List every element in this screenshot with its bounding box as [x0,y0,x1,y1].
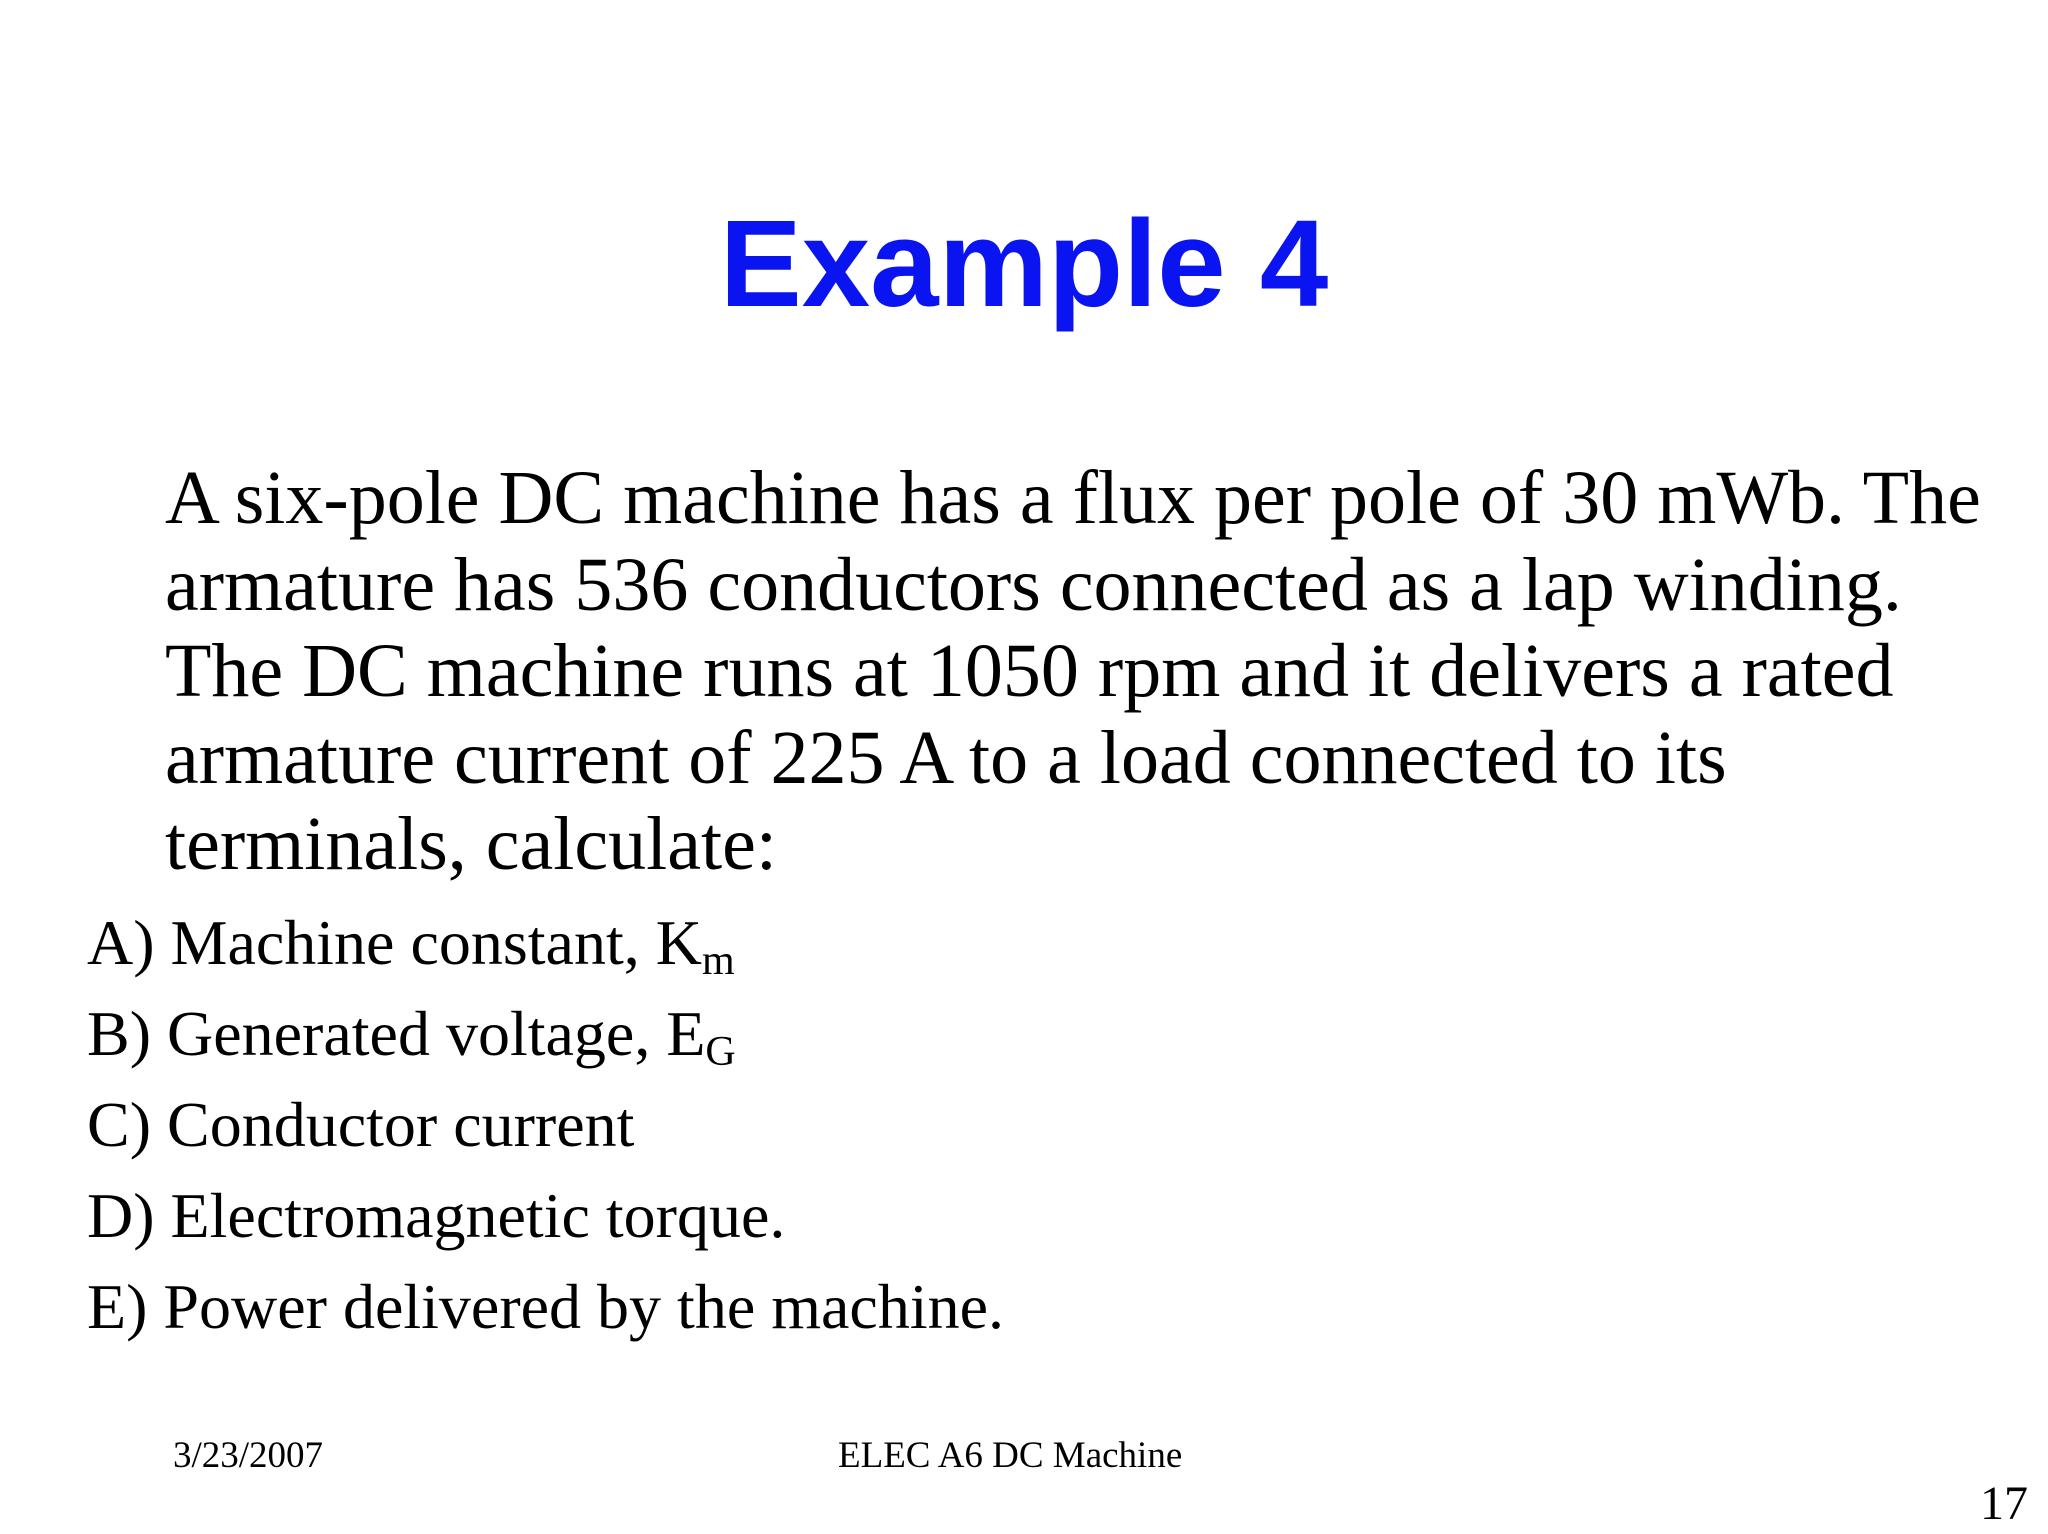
question-part-e-text: E) Power delivered by the machine. [87,1271,1004,1342]
question-part-b [87,988,1987,1079]
footer-date: 3/23/2007 [173,1435,324,1476]
question-part-c-text: C) Conductor current [87,1089,635,1160]
question-part-b-text: B) Generated voltage, E [87,998,706,1069]
problem-statement: A six-pole DC machine has a flux per pole of 30 mWb. The armature has 536 conductors connected as a lap winding. The DC machine runs at 1050 rpm and it delivers a rated armature current of 225 A to a load connected to its terminals, calculate: [165,456,1981,886]
question-part-d-text: D) Electromagnetic torque. [87,1180,786,1251]
question-parts-list [87,897,1987,1352]
question-part-b-subscript: G [705,1029,736,1075]
question-part-c [87,1079,1987,1170]
question-part-a-text: A) Machine constant, K [87,907,702,978]
footer-title: ELEC A6 DC Machine [838,1435,1183,1476]
question-part-a [87,897,1987,988]
question-part-a-subscript: m [701,938,735,984]
question-part-e [87,1261,1987,1352]
page-number: 17 [1980,1477,2028,1530]
question-part-d [87,1170,1987,1261]
slide-title: Example 4 [719,196,1329,333]
